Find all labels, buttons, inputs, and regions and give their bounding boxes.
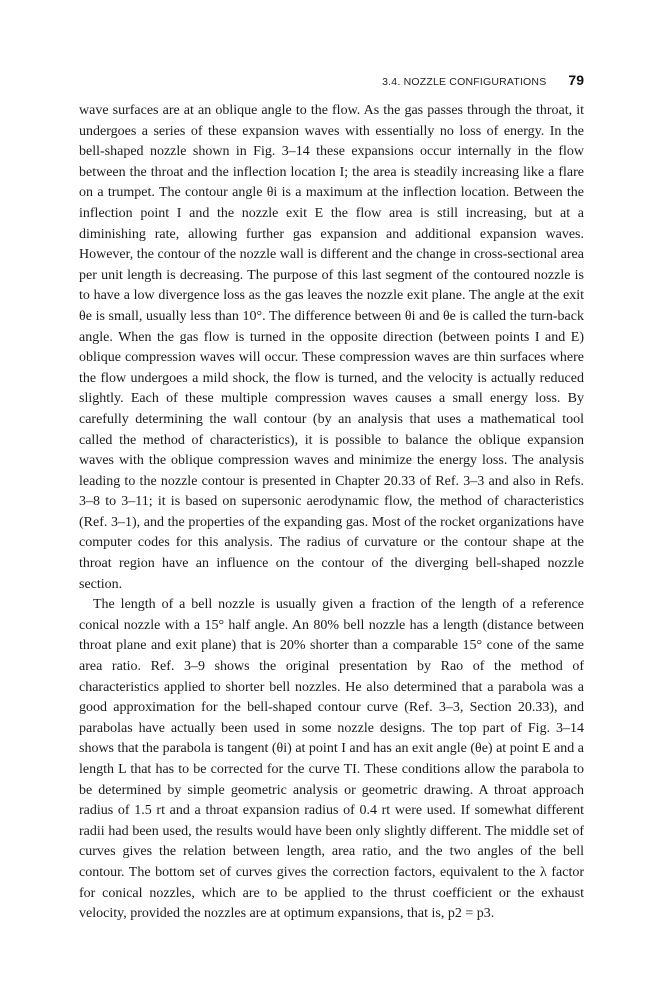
- body-text: [79, 101, 584, 925]
- section-title: 3.4. NOZZLE CONFIGURATIONS: [382, 76, 547, 88]
- page-number: 79: [568, 72, 584, 88]
- running-header: [382, 72, 584, 92]
- paragraph-bell-nozzle-length: The length of a bell nozzle is usually given a fraction of the length of a reference conical nozzle with a 15° half angle. An 80% bell nozzle has a length (distance between throat plane and exit plane) that is 20% shorter than a comparable 15° cone of the same area ratio. Ref. 3–9 shows the original presentation by Rao of the method of characteristics applied to shorter bell nozzles. He also determined that a parabola was a good approximation for the bell-shaped contour curve (Ref. 3–3, Section 20.33), and parabolas have actually been used in some nozzle designs. The top part of Fig. 3–14 shows that the parabola is tangent (θi) at point I and has an exit angle (θe) at point E and a length L that has to be corrected for the curve TI. These conditions allow the parabola to be determined by simple geometric analysis or geometric drawing. A throat approach radius of 1.5 rt and a throat expansion radius of 0.4 rt were used. If somewhat different radii had been used, the results would have been only slightly different. The middle set of curves gives the relation between length, area ratio, and the two angles of the bell contour. The bottom set of curves gives the correction factors, equivalent to the λ factor for conical nozzles, which are to be applied to the thrust coefficient or the exhaust velocity, provided the nozzles are at optimum expansions, that is, p2 = p3.: [79, 597, 584, 922]
- paragraph-continued: wave surfaces are at an oblique angle to the flow. As the gas passes through the throat, it undergoes a series of these expansion waves with essentially no loss of energy. In the bell-shaped nozzle shown in Fig. 3–14 these expansions occur internally in the flow between the throat and the inflection location I; the area is steadily increasing like a flare on a trumpet. The contour angle θi is a maximum at the inflection location. Between the inflection point I and the nozzle exit E the flow area is still increasing, but at a diminishing rate, allowing further gas expansion and additional expansion waves. However, the contour of the nozzle wall is different and the change in cross-sectional area per unit length is decreasing. The purpose of this last segment of the contoured nozzle is to have a low divergence loss as the gas leaves the nozzle exit plane. The angle at the exit θe is small, usually less than 10°. The difference between θi and θe is called the turn-back angle. When the gas flow is turned in the opposite direction (between points I and E) oblique compression waves will occur. These compression waves are thin surfaces where the flow undergoes a mild shock, the flow is turned, and the velocity is actually reduced slightly. Each of these multiple compression waves causes a small energy loss. By carefully determining the wall contour (by an analysis that uses a mathematical tool called the method of characteristics), it is possible to balance the oblique expansion waves with the oblique compression waves and minimize the energy loss. The analysis leading to the nozzle contour is presented in Chapter 20.33 of Ref. 3–3 and also in Refs. 3–8 to 3–11; it is based on supersonic aerodynamic flow, the method of characteristics (Ref. 3–1), and the properties of the expanding gas. Most of the rocket organizations have computer codes for this analysis. The radius of curvature or the contour shape at the throat region have an influence on the contour of the diverging bell-shaped nozzle section.: [79, 103, 584, 592]
